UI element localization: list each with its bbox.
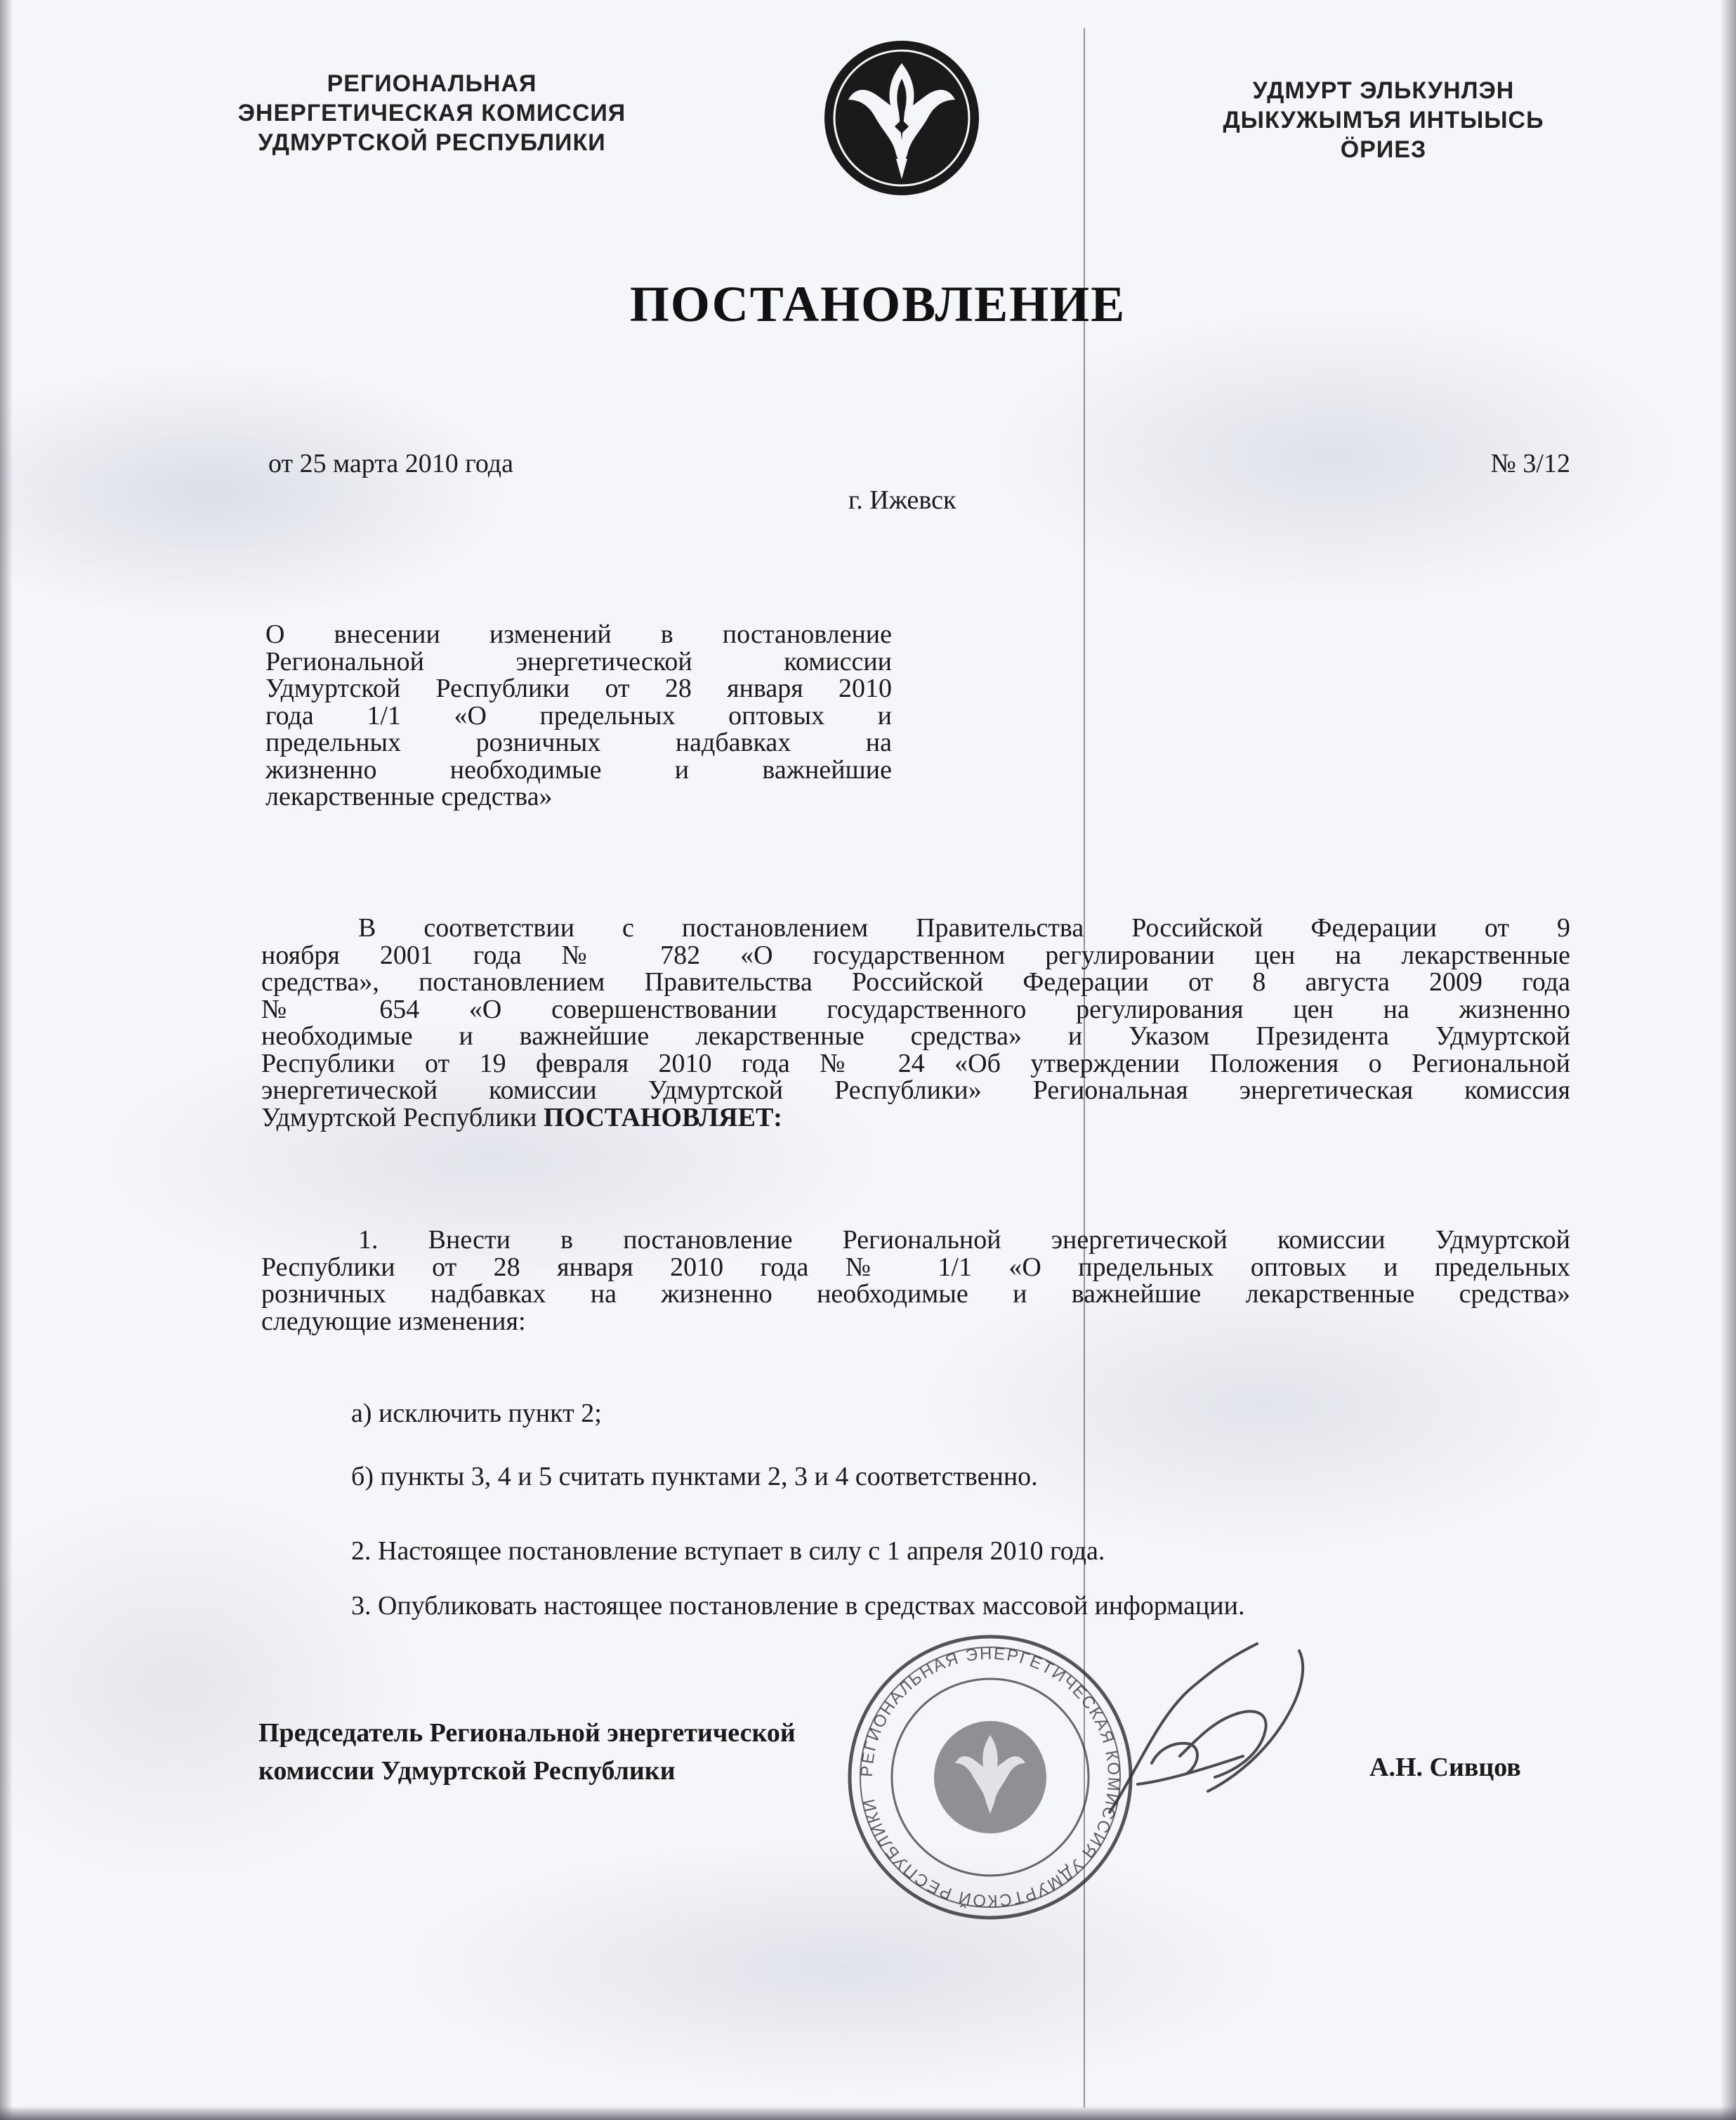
preamble-paragraph — [261, 915, 1570, 1131]
issuer-line: ДЫКУЖЫМЪЯ ИНТЫЫСЬ — [1223, 107, 1544, 133]
clause-2: 2. Настоящее постановление вступает в силу с 1 апреля 2010 года. — [351, 1536, 1105, 1566]
scan-edge-right — [1721, 0, 1736, 2120]
paragraph-line: В соответствии с постановлением Правительства Российской Федерации от 9 — [358, 913, 1570, 943]
paragraph-line: розничных надбавках на жизненно необходимые и важнейшие лекарственные средства» — [261, 1279, 1570, 1309]
handwritten-signature-icon — [1096, 1630, 1320, 1840]
issuer-line: ӦРИЕЗ — [1340, 136, 1427, 163]
issuer-line: УДМУРТ ЭЛЬКУНЛЭН — [1252, 77, 1515, 104]
subject-line: жизненно необходимые и важнейшие — [265, 754, 892, 785]
subject-line: лекарственные средства» — [265, 782, 553, 811]
document-number: № 3/12 — [1490, 449, 1570, 478]
signer-position-line: комиссии Удмуртской Республики — [258, 1756, 676, 1786]
paragraph-line: 1. Внести в постановление Региональной энергетической комиссии Удмуртской — [358, 1225, 1570, 1255]
signer-position — [258, 1714, 796, 1790]
clause-3: 3. Опубликовать настоящее постановление в средствах массовой информации. — [351, 1591, 1245, 1621]
subject-line: года 1/1 «О предельных оптовых и — [265, 700, 892, 731]
resolves-keyword: ПОСТАНОВЛЯЕТ: — [543, 1102, 782, 1132]
udmurt-coat-of-arms-icon — [820, 35, 983, 198]
clause-1-paragraph — [261, 1226, 1570, 1335]
paragraph-line — [261, 1104, 1570, 1132]
clause-1-item-a: а) исключить пункт 2; — [351, 1399, 602, 1428]
paragraph-line: средства», постановлением Правительства Российской Федерации от 8 августа 2009 года — [261, 967, 1570, 997]
document-title: ПОСТАНОВЛЕНИЕ — [629, 276, 1126, 332]
issuer-name-udmurt — [1173, 76, 1594, 164]
issuer-line: ЭНЕРГЕТИЧЕСКАЯ КОМИССИЯ — [237, 100, 626, 126]
subject-line: Удмуртской Республики от 28 января 2010 — [265, 674, 892, 703]
subject-line: предельных розничных надбавках на — [265, 728, 892, 757]
seal-text: РЕГИОНАЛЬНАЯ ЭНЕРГЕТИЧЕСКАЯ КОМИССИЯ УДМУРТСКОЙ РЕСПУБЛИКИ — [857, 1644, 1124, 1911]
clause-1-item-b: б) пункты 3, 4 и 5 считать пунктами 2, 3 и 4 соответственно. — [351, 1462, 1038, 1491]
paragraph-line: следующие изменения: — [261, 1306, 526, 1336]
paragraph-line: № 654 «О совершенствовании государственного регулирования цен на жизненно — [261, 994, 1570, 1024]
official-seal-icon — [843, 1630, 1138, 1925]
document-city: г. Ижевск — [848, 485, 956, 515]
document-date: от 25 марта 2010 года — [268, 449, 513, 478]
subject-line: О внесении изменений в постановление — [265, 620, 892, 649]
paragraph-text: Удмуртской Республики — [261, 1102, 544, 1132]
document-subject — [265, 621, 892, 811]
issuer-name-russian — [190, 69, 674, 157]
issuer-line: УДМУРТСКОЙ РЕСПУБЛИКИ — [258, 129, 606, 156]
paragraph-line: необходимые и важнейшие лекарственные средства» и Указом Президента Удмуртской — [261, 1021, 1570, 1051]
paragraph-line: энергетической комиссии Удмуртской Республики» Региональная энергетическая комиссия — [261, 1075, 1570, 1105]
signer-name: А.Н. Сивцов — [1369, 1753, 1521, 1782]
subject-line: Региональной энергетической комиссии — [265, 646, 892, 676]
scan-edge-bottom — [0, 2106, 1736, 2120]
paragraph-line: Республики от 28 января 2010 года № 1/1 «О предельных оптовых и предельных — [261, 1252, 1570, 1282]
issuer-line: РЕГИОНАЛЬНАЯ — [327, 70, 537, 97]
paragraph-line: Республики от 19 февраля 2010 года № 24 «Об утверждении Положения о Региональной — [261, 1048, 1570, 1078]
scan-edge-left — [0, 0, 13, 2120]
signer-position-line: Председатель Региональной энергетической — [258, 1718, 796, 1748]
paragraph-line: ноября 2001 года № 782 «О государственном регулировании цен на лекарственные — [261, 940, 1570, 970]
